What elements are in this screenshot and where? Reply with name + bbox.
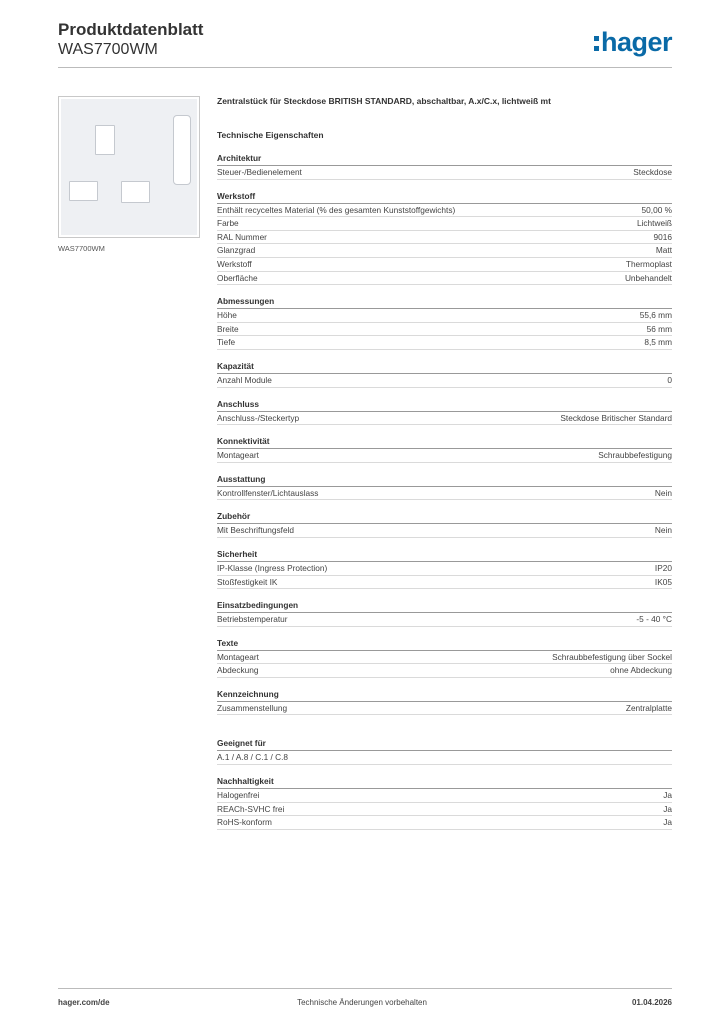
spec-row [217,702,672,716]
spec-label: Steuer-/Bedienelement [217,167,302,177]
spec-value: Thermoplast [625,258,672,269]
spec-row [217,323,672,337]
spec-section [217,190,672,286]
spec-value: 55,6 mm [639,310,672,321]
spec-row [217,664,672,678]
spec-row [217,613,672,627]
section-title: Nachhaltigkeit [217,775,672,789]
spec-label: Oberfläche [217,272,258,283]
spec-label: RoHS-konform [217,817,272,828]
spec-section [217,398,672,426]
spec-row [217,651,672,665]
spec-label: A.1 / A.8 / C.1 / C.8 [217,752,289,763]
product-number: WAS7700WM [58,41,158,58]
spec-section [217,295,672,350]
spec-value: 50,00 % [641,204,672,215]
technical-properties-heading: Technische Eigenschaften [217,130,324,140]
spec-label: REACh-SVHC frei [217,803,285,814]
spec-value: IK05 [654,576,672,587]
document-title-block [58,20,203,59]
spec-value: 56 mm [646,323,672,334]
spec-value: 9016 [653,231,672,242]
spec-value: ohne Abdeckung [610,665,672,676]
section-title: Zubehör [217,510,672,524]
spec-value: Ja [663,803,672,814]
spec-row [217,816,672,830]
spec-section [217,435,672,463]
image-caption: WAS7700WM [58,244,105,253]
spec-row [217,272,672,286]
spec-value: Steckdose [633,167,672,177]
hager-logo [594,28,672,56]
spec-value: Ja [663,817,672,828]
spec-value: IP20 [654,562,672,573]
section-title: Kennzeichnung [217,688,672,702]
logo-text: hager [600,27,672,57]
footer-divider [58,988,672,989]
spec-section [217,360,672,388]
spec-label: Tiefe [217,337,236,348]
spec-row [217,244,672,258]
socket-plate-icon [61,99,197,235]
spec-section [217,548,672,589]
section-title: Kapazität [217,360,672,374]
footer-disclaimer: Technische Änderungen vorbehalten [297,998,427,1007]
spec-sections [217,152,672,830]
section-title: Texte [217,637,672,651]
spec-row [217,487,672,501]
spec-label: Breite [217,323,239,334]
spec-label: Werkstoff [217,258,252,269]
spec-label: Zusammenstellung [217,702,288,713]
spec-label: Glanzgrad [217,245,256,256]
spec-value: -5 - 40 °C [636,614,672,625]
spec-row [217,789,672,803]
spec-value: Ja [663,790,672,801]
header-divider [58,67,672,68]
spec-label: Mit Beschriftungsfeld [217,525,295,536]
spec-row [217,217,672,231]
spec-label: Montageart [217,651,259,662]
spec-value: Zentralplatte [625,702,672,713]
spec-row [217,374,672,388]
spec-row [217,309,672,323]
spec-label: IP-Klasse (Ingress Protection) [217,562,328,573]
footer-website: hager.com/de [58,998,110,1007]
spec-label: Enthält recyceltes Material (% des gesamten Kunststoffgewichts) [217,204,456,215]
spec-row [217,576,672,590]
spec-section [217,637,672,678]
spec-row [217,231,672,245]
spec-row [217,204,672,218]
spec-label: Höhe [217,310,237,321]
section-title: Einsatzbedingungen [217,599,672,613]
logo-colon-icon [594,34,599,52]
section-title: Sicherheit [217,548,672,562]
footer-date: 01.04.2026 [631,998,672,1007]
product-image [58,96,200,238]
spec-label: Kontrollfenster/Lichtauslass [217,487,319,498]
spec-section [217,688,672,716]
spec-label: RAL Nummer [217,231,267,242]
spec-label: Halogenfrei [217,790,260,801]
spec-section [217,152,672,180]
product-description: Zentralstück für Steckdose BRITISH STANDARD, abschaltbar, A.x/C.x, lichtweiß mt [217,96,551,106]
spec-section [217,775,672,830]
section-title: Anschluss [217,398,672,412]
spec-row [217,803,672,817]
section-title: Architektur [217,152,672,166]
spec-row [217,562,672,576]
section-title: Geeignet für [217,737,672,751]
spec-label: Betriebstemperatur [217,614,288,625]
specification-content [217,94,672,830]
spec-value: Lichtweiß [636,218,672,229]
spec-label: Farbe [217,218,239,229]
spec-section [217,510,672,538]
section-title: Ausstattung [217,473,672,487]
spec-label: Montageart [217,450,259,461]
spec-row [217,258,672,272]
spec-label: Anzahl Module [217,374,272,385]
spec-row [217,336,672,350]
spec-section [217,737,672,765]
spec-section [217,473,672,501]
spec-value: Nein [654,525,672,536]
spec-value: Unbehandelt [624,272,672,283]
spec-label: Stoßfestigkeit IK [217,576,278,587]
spec-row [217,449,672,463]
spec-label: Abdeckung [217,665,259,676]
document-title: Produktdatenblatt [58,20,204,39]
section-title: Werkstoff [217,190,672,204]
spec-row [217,166,672,180]
spec-value: Matt [655,245,672,256]
spec-value: Nein [654,487,672,498]
spec-label: Anschluss-/Steckertyp [217,412,300,423]
spec-row [217,524,672,538]
spec-value: Schraubbefestigung [598,450,672,461]
spec-row [217,412,672,426]
section-title: Abmessungen [217,295,672,309]
spec-value: 8,5 mm [644,337,672,348]
section-title: Konnektivität [217,435,672,449]
spec-section [217,599,672,627]
spec-row [217,751,672,765]
spec-value: 0 [667,374,672,385]
spec-value: Schraubbefestigung über Sockel [552,651,672,662]
spec-value: Steckdose Britischer Standard [560,412,672,423]
